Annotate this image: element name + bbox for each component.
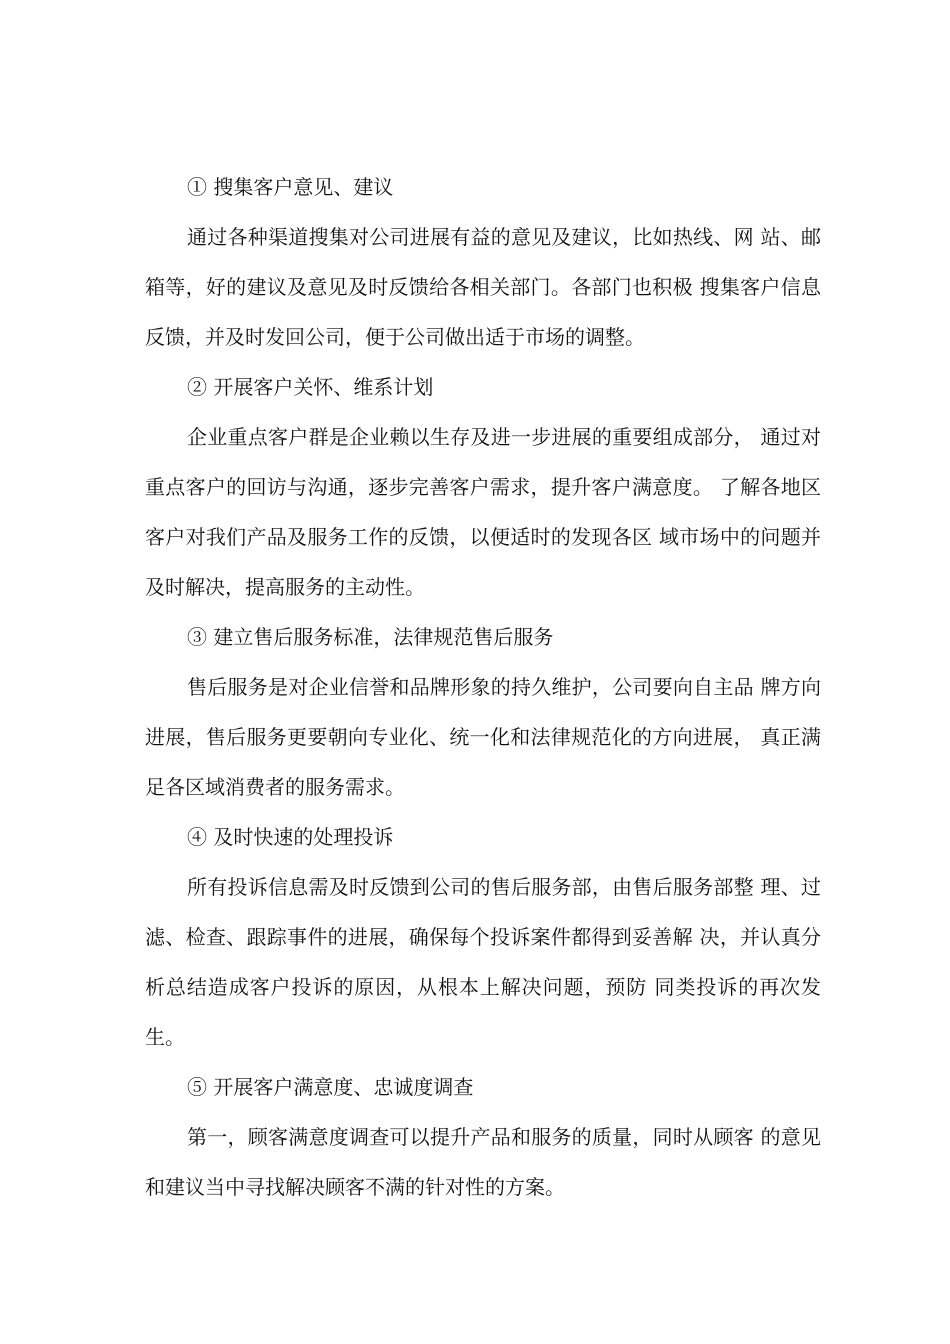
section-4 [145, 812, 821, 1062]
section-paragraph: 通过各种渠道搜集对公司进展有益的意见及建议，比如热线、网 站、邮箱等，好的建议及意见及时反馈给各相关部门。各部门也积极 搜集客户信息反馈，并及时发回公司，便于公司做出适于市场的调整。 [145, 225, 821, 349]
document-body [145, 162, 821, 1212]
section-1 [145, 162, 821, 362]
section-paragraph: 所有投诉信息需及时反馈到公司的售后服务部，由售后服务部整 理、过滤、检查、跟踪事件的进展，确保每个投诉案件都得到妥善解 决，并认真分析总结造成客户投诉的原因，从根本上解决问题，预防 同类投诉的再次发生。 [145, 875, 821, 1049]
section-heading: ① 搜集客户意见、建议 [187, 175, 394, 199]
section-2 [145, 362, 821, 612]
section-heading: ② 开展客户关怀、维系计划 [187, 375, 434, 399]
section-heading: ③ 建立售后服务标准，法律规范售后服务 [187, 625, 554, 649]
section-heading: ⑤ 开展客户满意度、忠诚度调查 [187, 1075, 474, 1099]
section-paragraph: 第一，顾客满意度调查可以提升产品和服务的质量，同时从顾客 的意见和建议当中寻找解决顾客不满的针对性的方案。 [145, 1125, 821, 1199]
section-5 [145, 1062, 821, 1212]
section-heading: ④ 及时快速的处理投诉 [187, 825, 394, 849]
section-paragraph: 售后服务是对企业信誉和品牌形象的持久维护，公司要向自主品 牌方向进展，售后服务更要朝向专业化、统一化和法律规范化的方向进展， 真正满足各区域消费者的服务需求。 [145, 675, 821, 799]
section-paragraph: 企业重点客户群是企业赖以生存及进一步进展的重要组成部分， 通过对重点客户的回访与沟通，逐步完善客户需求，提升客户满意度。 了解各地区客户对我们产品及服务工作的反馈，以便适时的发现各区 域市场中的问题并及时解决，提高服务的主动性。 [145, 425, 821, 599]
section-3 [145, 612, 821, 812]
